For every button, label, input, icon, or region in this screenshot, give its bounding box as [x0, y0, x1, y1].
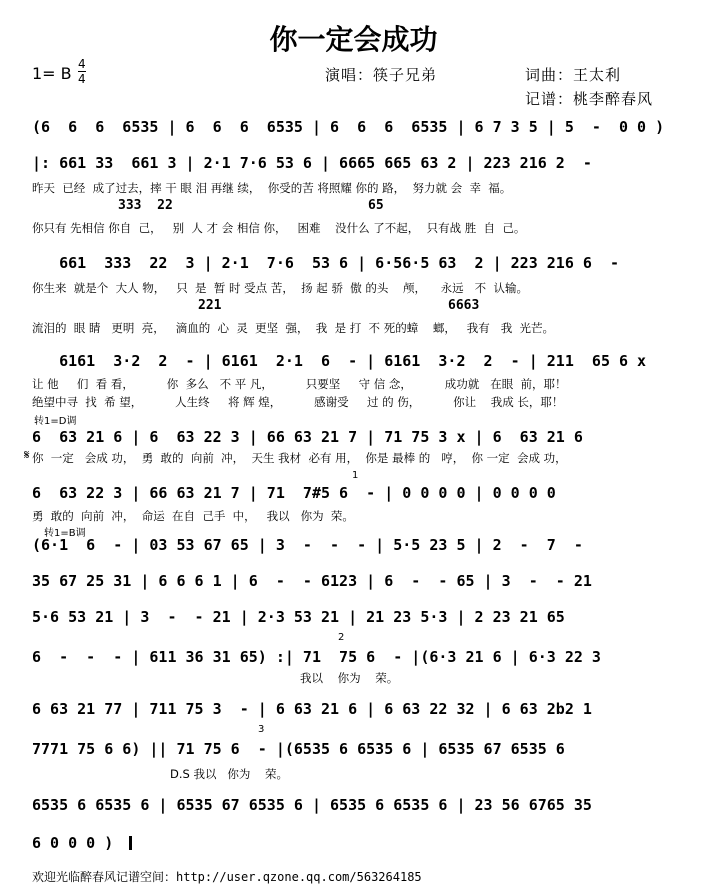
meter-top: 4: [78, 57, 86, 71]
segno-sign: 𝄋: [24, 448, 30, 463]
singer-credit: 演唱：筷子兄弟: [325, 66, 438, 84]
lyric-line: 昨天 已经 成了过去，摔 干 眼 泪 再继 续， 你受的苦 将照耀 你的 路， 努力就 会 幸 福。: [32, 181, 512, 195]
lyric-line: 勇 敢的 向前 冲， 命运 在自 己手 中， 我以 你为 荣。: [32, 509, 354, 523]
lyric-line: 流泪的 眼 睛 更明 亮， 滴血的 心 灵 更坚 强， 我 是 打 不 死的蟑 螂， 我有 我 光芒。: [32, 321, 555, 335]
key-signature: 1= B: [32, 64, 72, 83]
time-signature: [78, 58, 86, 85]
score-row: 6 63 21 6 | 6 63 22 3 | 66 63 21 7 | 71 75 3 x | 6 63 21 6: [32, 428, 583, 446]
score-row: 6 0 0 0 ): [32, 834, 114, 852]
upper-notes: 65: [368, 198, 384, 213]
footer-text: 欢迎光临醉春风记谱空间：http://user.qzone.qq.com/563264185: [32, 870, 422, 884]
composer-credit: 词曲：王太利: [525, 66, 622, 84]
score-row: 6161 3·2 2 - | 6161 2·1 6 - | 6161 3·2 2 - | 211 65 6 x: [32, 352, 647, 370]
lyric-line: 你 一定 会成 功， 勇 敢的 向前 冲， 天生 我材 必有 用， 你是 最棒 的 哼， 你 一定 会成 功，: [32, 451, 567, 465]
score-row: (6 6 6 6535 | 6 6 6 6535 | 6 6 6 6535 | 6 7 3 5 | 5 - 0 0 ): [32, 118, 665, 136]
score-row: 6 - - - | 611 36 31 65) :| 71 75 6 - |(6·3 21 6 | 6·3 22 3: [32, 648, 601, 666]
score-row: (6·1 6 - | 03 53 67 65 | 3 - - - | 5·5 23 5 | 2 - 7 -: [32, 536, 583, 554]
score-row: 661 333 22 3 | 2·1 7·6 53 6 | 6·56·5 63 2 | 223 216 6 -: [32, 254, 619, 272]
key-change-note: 转1=B调: [44, 528, 86, 539]
score-row: 6 63 22 3 | 66 63 21 7 | 71 7#5 6 - | 0 0 0 0 | 0 0 0 0: [32, 484, 556, 502]
score-row: 35 67 25 31 | 6 6 6 1 | 6 - - 6123 | 6 - - 65 | 3 - - 21: [32, 572, 592, 590]
key-change-note: 转1=D调: [34, 416, 77, 427]
page-title: 你一定会成功: [269, 23, 438, 56]
volta-number: 3: [258, 724, 265, 735]
score-row: 5·6 53 21 | 3 - - 21 | 2·3 53 21 | 21 23 5·3 | 2 23 21 65: [32, 608, 565, 626]
transcriber-credit: 记谱：桃李醉春风: [525, 90, 654, 108]
lyric-line: D.S 我以 你为 荣。: [170, 767, 289, 781]
volta-number: 1: [352, 470, 359, 481]
upper-notes: 6663: [448, 298, 480, 313]
volta-number: 2: [338, 632, 345, 643]
meter-bottom: 4: [78, 72, 86, 86]
score-row: 7771 75 6 6) || 71 75 6 - |(6535 6 6535 6 | 6535 67 6535 6: [32, 740, 565, 758]
score-row: 6 63 21 77 | 711 75 3 - | 6 63 21 6 | 6 63 22 32 | 6 63 2b2 1: [32, 700, 592, 718]
lyric-line: 我以 你为 荣。: [300, 671, 399, 685]
lyric-line: 你生来 就是个 大人 物， 只 是 暂 时 受点 苦， 扬 起 骄 傲 的头 颅， 永远 不 认输。: [32, 281, 528, 295]
upper-notes: 221: [198, 298, 222, 313]
final-barline: [129, 836, 132, 850]
lyric-line: 绝望中寻 找 希 望， 人生终 将 辉 煌， 感谢受 过 的 伤， 你让 我成 长，耶！: [32, 395, 564, 409]
upper-notes: 333 22: [118, 198, 173, 213]
score-row: |: 661 33 661 3 | 2·1 7·6 53 6 | 6665 665 63 2 | 223 216 2 -: [32, 154, 592, 172]
score-row: 6535 6 6535 6 | 6535 67 6535 6 | 6535 6 6535 6 | 23 56 6765 35: [32, 796, 592, 814]
lyric-line: 让 他 们 看 看， 你 多么 不 平 凡， 只要坚 守 信 念， 成功就 在眼 前，耶！: [32, 377, 567, 391]
lyric-line: 你只有 先相信 你自 己， 别 人 才 会 相信 你， 困难 没什么 了不起， 只有战 胜 自 己。: [32, 221, 526, 235]
